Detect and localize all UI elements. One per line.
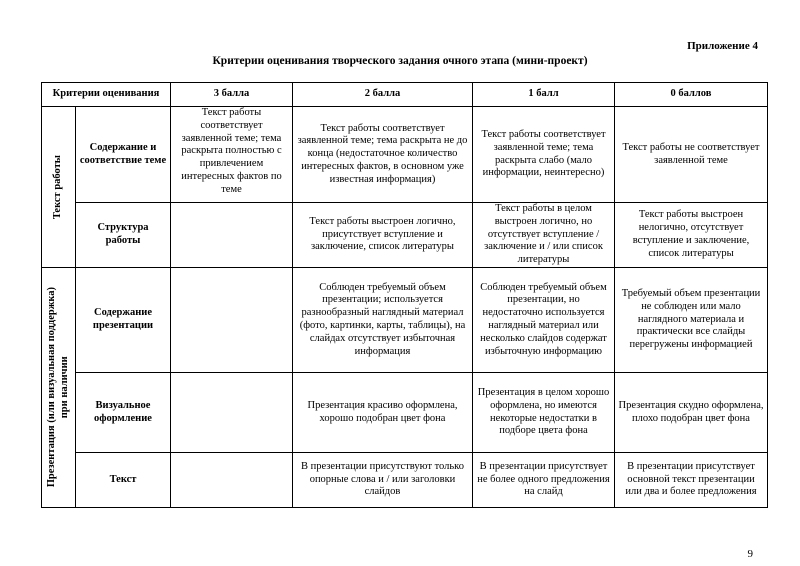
score-1-cell: В презентации присутствует не более одного предложения на слайд bbox=[473, 453, 615, 508]
score-0-cell: Текст работы не соответствует заявленной теме bbox=[615, 107, 768, 203]
group-text-work bbox=[42, 107, 76, 268]
score-2-cell: Текст работы соответствует заявленной теме; тема раскрыта не до конца (недостаточное количество интересных фактов, в основном уже известная информация) bbox=[293, 107, 473, 203]
group-presentation bbox=[42, 268, 76, 508]
group-presentation-label bbox=[46, 287, 72, 487]
criterion-cell: Визуальное оформление bbox=[76, 373, 171, 453]
score-1-cell: Презентация в целом хорошо оформлена, но имеются некоторые недостатки в подборе цвета фона bbox=[473, 373, 615, 453]
header-criteria: Критерии оценивания bbox=[42, 83, 171, 107]
score-3-cell bbox=[171, 203, 293, 268]
score-3-cell bbox=[171, 453, 293, 508]
score-2-cell: Презентация красиво оформлена, хорошо подобран цвет фона bbox=[293, 373, 473, 453]
score-2-cell: Текст работы выстроен логично, присутствует вступление и заключение, список литературы bbox=[293, 203, 473, 268]
criterion-cell: Структура работы bbox=[76, 203, 171, 268]
score-3-cell: Текст работы соответствует заявленной теме; тема раскрыта полностью с привлечением интересных фактов по теме bbox=[171, 107, 293, 203]
header-score-0: 0 баллов bbox=[615, 83, 768, 107]
header-score-2: 2 балла bbox=[293, 83, 473, 107]
appendix-label: Приложение 4 bbox=[687, 40, 758, 52]
group-presentation-line2: при наличии bbox=[58, 356, 70, 419]
table-row bbox=[42, 203, 768, 268]
header-row bbox=[42, 83, 768, 107]
table-row bbox=[42, 453, 768, 508]
score-1-cell: Соблюден требуемый объем презентации, но недостаточно используется наглядный материал или несколько слайдов содержат избыточную информацию bbox=[473, 268, 615, 373]
criterion-cell: Текст bbox=[76, 453, 171, 508]
header-score-1: 1 балл bbox=[473, 83, 615, 107]
criterion-cell: Содержание и соответствие теме bbox=[76, 107, 171, 203]
score-2-cell: В презентации присутствуют только опорные слова и / или заголовки слайдов bbox=[293, 453, 473, 508]
score-0-cell: Презентация скудно оформлена, плохо подобран цвет фона bbox=[615, 373, 768, 453]
score-3-cell bbox=[171, 268, 293, 373]
score-2-cell: Соблюден требуемый объем презентации; используется разнообразный наглядный материал (фото, картинки, карты, таблицы), на слайдах отсутствует избыточная информация bbox=[293, 268, 473, 373]
score-1-cell: Текст работы в целом выстроен логично, но отсутствует вступление / заключение и / или список литературы bbox=[473, 203, 615, 268]
score-0-cell: Текст работы выстроен нелогично, отсутствует вступление и заключение, список литературы bbox=[615, 203, 768, 268]
score-1-cell: Текст работы соответствует заявленной теме; тема раскрыта слабо (мало информации, неинтересно) bbox=[473, 107, 615, 203]
document-title: Критерии оценивания творческого задания очного этапа (мини-проект) bbox=[212, 55, 588, 67]
score-3-cell bbox=[171, 373, 293, 453]
group-presentation-line1: Презентация (или визуальная поддержка) bbox=[45, 287, 57, 488]
score-0-cell: В презентации присутствует основной текст презентации или два и более предложения bbox=[615, 453, 768, 508]
table-row bbox=[42, 373, 768, 453]
header-score-3: 3 балла bbox=[171, 83, 293, 107]
criteria-table bbox=[41, 82, 768, 508]
score-0-cell: Требуемый объем презентации не соблюден или мало наглядного материала и практически все слайды перегружены информацией bbox=[615, 268, 768, 373]
criterion-cell: Содержание презентации bbox=[76, 268, 171, 373]
table-row bbox=[42, 107, 768, 203]
table-row bbox=[42, 268, 768, 373]
group-text-work-label: Текст работы bbox=[52, 154, 64, 220]
page-number: 9 bbox=[747, 548, 753, 560]
